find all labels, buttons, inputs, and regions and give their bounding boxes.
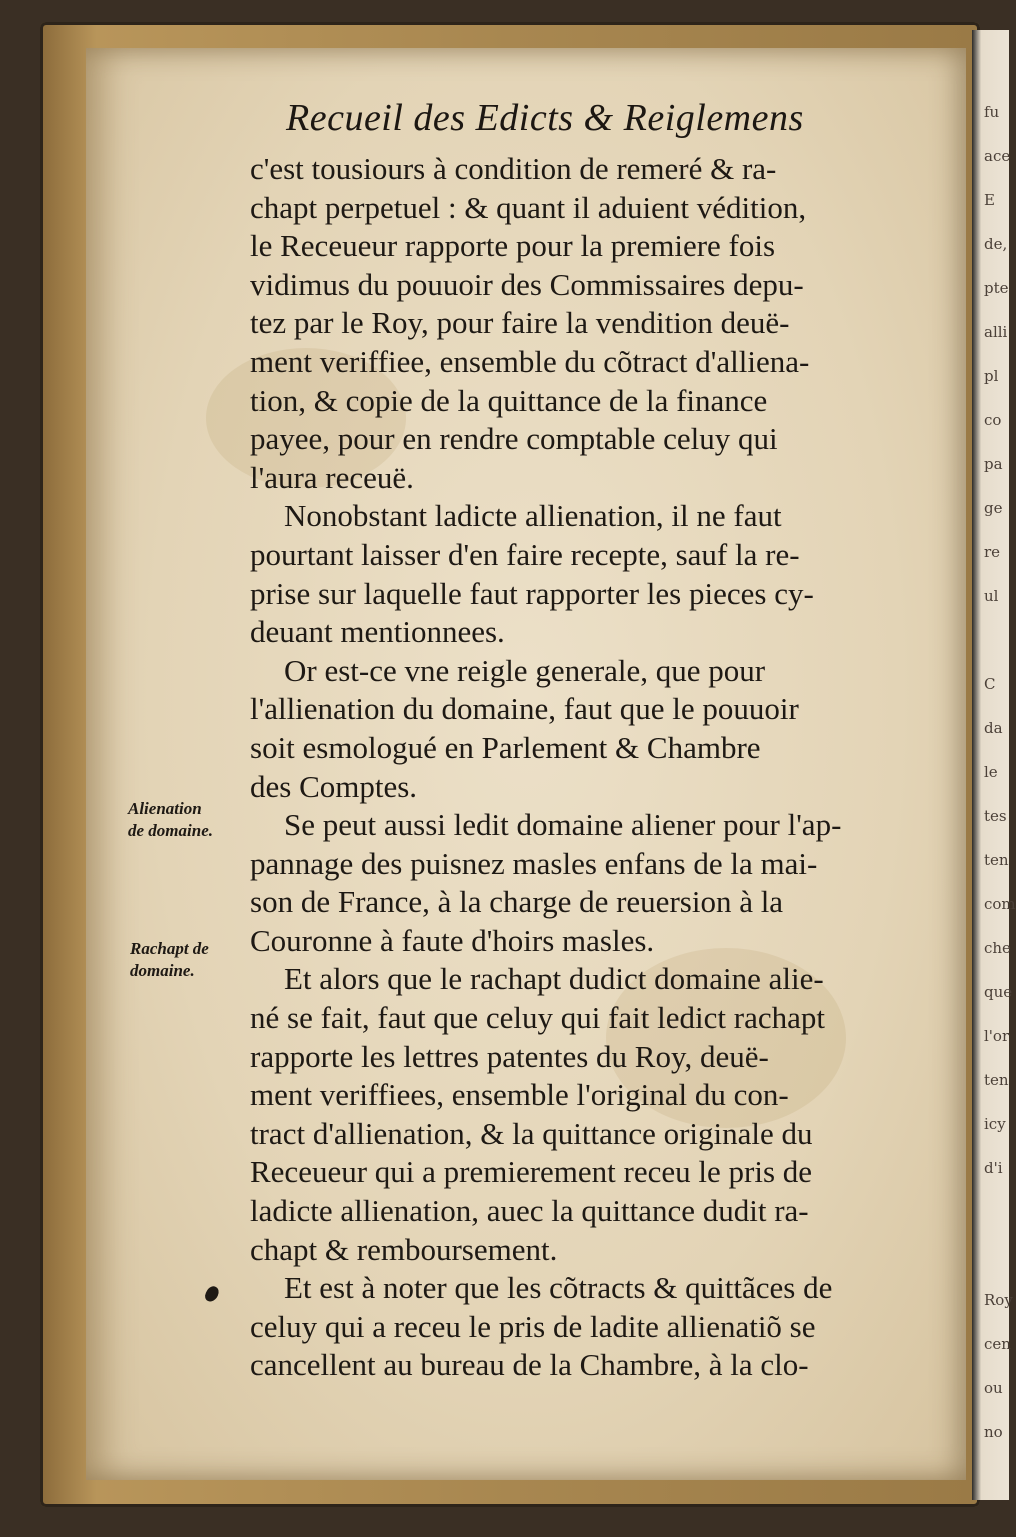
text-line: ment veriffiees, ensemble l'original du con- xyxy=(250,1077,789,1113)
facing-page-fragment xyxy=(984,1190,1009,1234)
text-line: cancellent au bureau de la Chambre, à la clo- xyxy=(250,1347,809,1383)
facing-page-fragment xyxy=(984,1234,1009,1278)
facing-page-fragment: co xyxy=(984,411,1002,429)
text-line: tract d'allienation, & la quittance originale du xyxy=(250,1115,813,1151)
text-line: c'est tousiours à condition de remeré & ra- xyxy=(250,151,777,186)
text-line: Receueur qui a premierement receu le pris de xyxy=(250,1154,813,1190)
text-line: pourtant laisser d'en faire recepte, sauf la re- xyxy=(250,536,800,572)
facing-page-fragment: le xyxy=(984,763,998,781)
text-line: tez par le Roy, pour faire la vendition deuë- xyxy=(250,305,790,341)
marginal-note-rachapt xyxy=(130,938,209,982)
text-line: soit esmologué en Parlement & Chambre xyxy=(250,729,761,765)
text-line: Et est à noter que les cõtracts & quittãces de xyxy=(284,1270,833,1306)
facing-page-fragments xyxy=(984,90,1016,1454)
text-line: Couronne à faute d'hoirs masles. xyxy=(250,922,655,958)
marginal-note-line: Rachapt de xyxy=(130,939,209,958)
facing-page-fragment: ul xyxy=(984,587,999,605)
facing-page-fragment: icy xyxy=(984,1115,1006,1133)
facing-page-fragment: fu xyxy=(984,103,1000,121)
text-line: né se fait, faut que celuy qui fait ledict rachapt xyxy=(250,1000,825,1036)
facing-page-fragment: de, xyxy=(984,235,1008,253)
facing-page-fragment: l'or xyxy=(984,1027,1010,1045)
facing-page-fragment: Roy xyxy=(984,1291,1013,1309)
facing-page-fragment: cen xyxy=(984,1335,1011,1353)
facing-page-fragment: re xyxy=(984,543,1001,561)
running-head: Recueil des Edicts & Reiglemens xyxy=(286,97,804,139)
facing-page-fragment: ge xyxy=(984,499,1003,517)
text-line: deuant mentionnees. xyxy=(250,614,505,650)
text-line: payee, pour en rendre comptable celuy qui xyxy=(250,421,778,457)
text-line: celuy qui a receu le pris de ladite allienatiõ se xyxy=(250,1308,816,1344)
facing-page-fragment: tes xyxy=(984,807,1007,825)
text-line: chapt perpetuel : & quant il aduient védition, xyxy=(250,189,807,225)
facing-page-fragment: alli xyxy=(984,323,1008,341)
text-line: prise sur laquelle faut rapporter les pieces cy- xyxy=(250,575,814,611)
facing-page-fragment xyxy=(984,618,1009,662)
text-line: vidimus du pouuoir des Commissaires depu- xyxy=(250,266,804,302)
text-line: Or est-ce vne reigle generale, que pour xyxy=(284,652,766,688)
facing-page-fragment: che xyxy=(984,939,1011,957)
marginal-note-line: domaine. xyxy=(130,961,195,980)
text-line: pannage des puisnez masles enfans de la mai- xyxy=(250,845,818,881)
facing-page-fragment: ten xyxy=(984,1071,1009,1089)
text-line: le Receueur rapporte pour la premiere fois xyxy=(250,228,776,264)
facing-page-fragment: E xyxy=(984,191,995,209)
body-text xyxy=(250,150,860,1385)
text-line: l'allienation du domaine, faut que le pouuoir xyxy=(250,691,799,727)
facing-page-fragment: d'i xyxy=(984,1159,1003,1177)
text-line: chapt & remboursement. xyxy=(250,1231,558,1267)
facing-page-fragment: pte xyxy=(984,279,1009,297)
facing-page-fragment: no xyxy=(984,1423,1003,1441)
marginal-note-alienation xyxy=(128,798,213,842)
text-line: Se peut aussi ledit domaine aliener pour l'ap- xyxy=(284,807,842,843)
marginal-note-line: Alienation xyxy=(128,799,202,818)
text-line: ment veriffiee, ensemble du cõtract d'alliena- xyxy=(250,343,810,379)
facing-page-fragment: da xyxy=(984,719,1003,737)
marginal-note-line: de domaine. xyxy=(128,821,213,840)
facing-page-fragment: pa xyxy=(984,455,1003,473)
text-line: Nonobstant ladicte allienation, il ne faut xyxy=(284,498,782,534)
facing-page-fragment: ace xyxy=(984,147,1011,165)
text-line: rapporte les lettres patentes du Roy, deuë- xyxy=(250,1038,769,1074)
text-line: son de France, à la charge de reuersion à la xyxy=(250,884,784,920)
facing-page-fragment: pl xyxy=(984,367,999,385)
text-line: l'aura receuë. xyxy=(250,459,414,495)
text-line: tion, & copie de la quittance de la finance xyxy=(250,382,768,418)
facing-page-fragment: que xyxy=(984,983,1013,1001)
text-line: ladicte allienation, auec la quittance dudit ra- xyxy=(250,1193,809,1229)
facing-page-fragment: ou xyxy=(984,1379,1003,1397)
facing-page-fragment: ten xyxy=(984,851,1009,869)
text-line: des Comptes. xyxy=(250,768,418,804)
facing-page-fragment: com xyxy=(984,895,1016,913)
facing-page-fragment: C xyxy=(984,675,996,693)
text-line: Et alors que le rachapt dudict domaine alie- xyxy=(284,961,824,997)
